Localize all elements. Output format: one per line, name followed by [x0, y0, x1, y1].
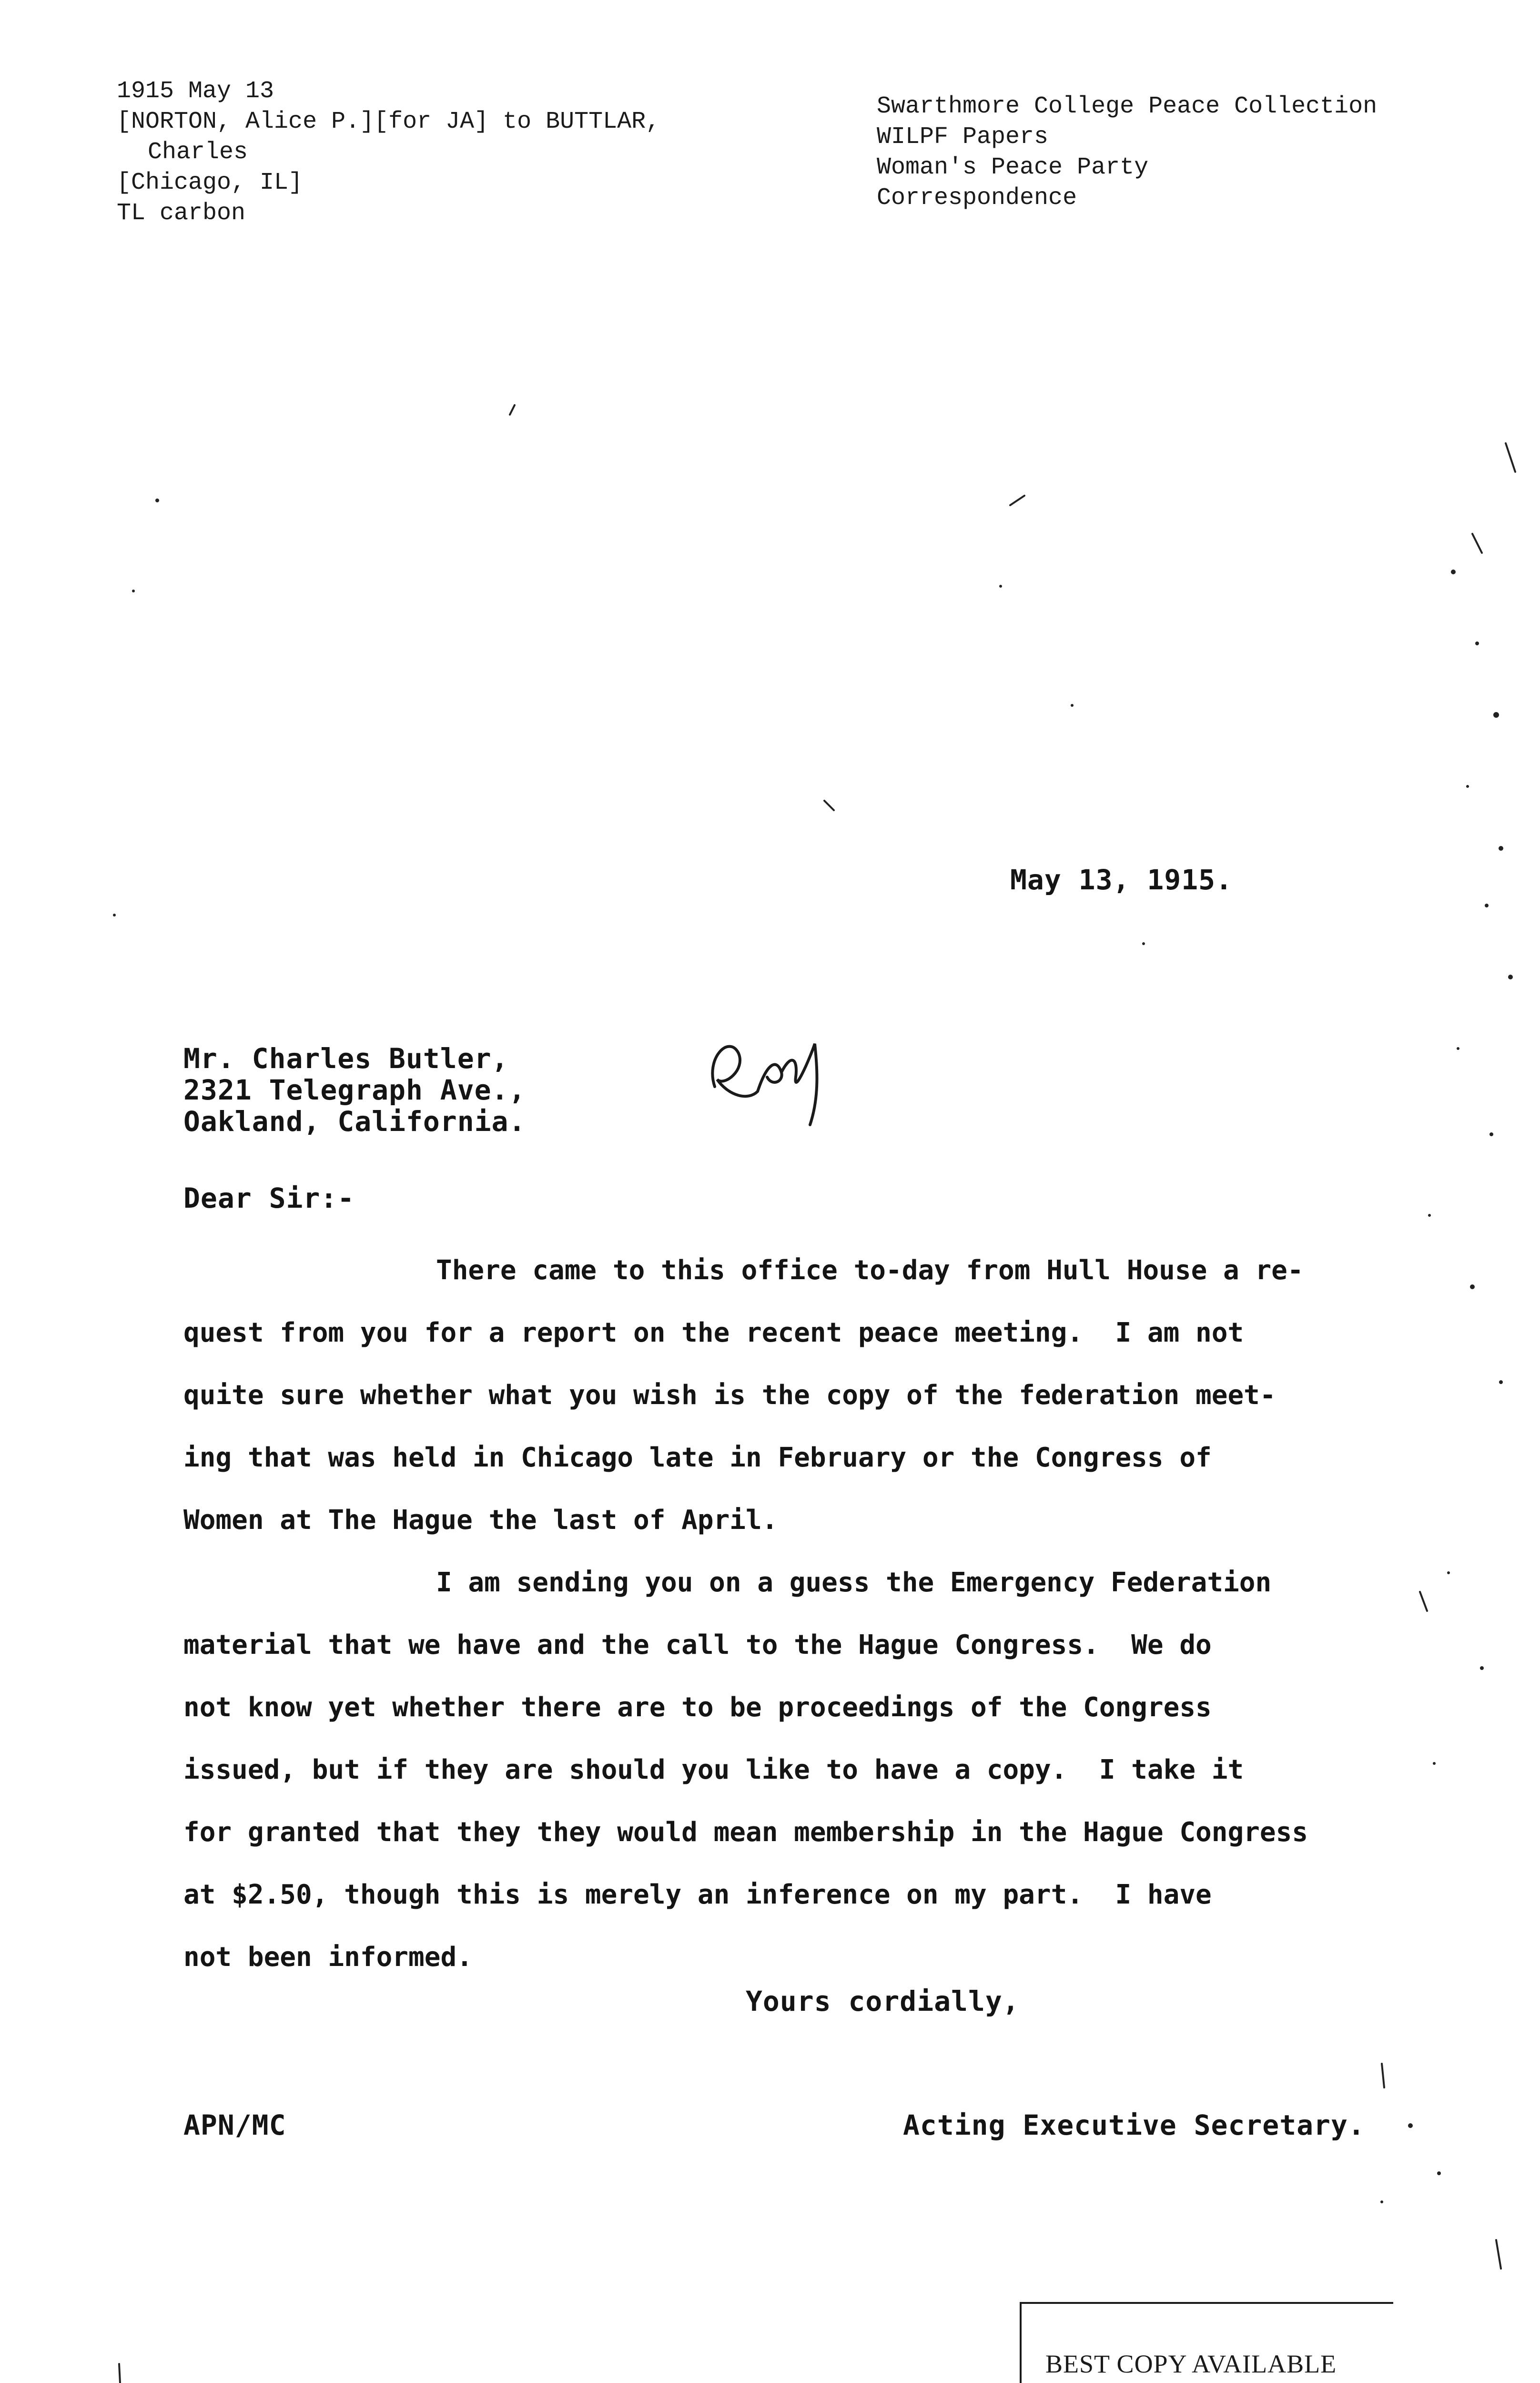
- body-line: quest from you for a report on the recent peace meeting. I am not: [183, 1317, 1244, 1348]
- collection-series: WILPF Papers: [877, 123, 1049, 151]
- catalog-place: [Chicago, IL]: [117, 169, 303, 196]
- complimentary-close: Yours cordially,: [746, 1985, 1020, 2017]
- body-line: ing that was held in Chicago late in February or the Congress of: [183, 1442, 1212, 1473]
- collection-name: Swarthmore College Peace Collection: [877, 93, 1378, 120]
- catalog-note-left: [117, 76, 660, 229]
- collection-folder: Correspondence: [877, 184, 1077, 212]
- body-line: I am sending you on a guess the Emergency Federation: [436, 1567, 1272, 1598]
- catalog-correspondents-cont: Charles: [148, 139, 248, 166]
- body-line: material that we have and the call to the Hague Congress. We do: [183, 1629, 1212, 1660]
- catalog-format: TL carbon: [117, 200, 246, 227]
- letter-body: [183, 1239, 1384, 1988]
- signature-title: Acting Executive Secretary.: [903, 2109, 1365, 2141]
- body-line: not been informed.: [183, 1942, 473, 1973]
- catalog-note-right: [877, 92, 1377, 214]
- recipient-name: Mr. Charles Butler,: [183, 1042, 509, 1075]
- salutation: Dear Sir:-: [183, 1182, 355, 1214]
- body-line: There came to this office to-day from Hull House a re-: [436, 1255, 1304, 1286]
- typist-initials: APN/MC: [183, 2109, 286, 2141]
- collection-subseries: Woman's Peace Party: [877, 154, 1149, 181]
- letter-date: May 13, 1915.: [1010, 864, 1233, 896]
- catalog-date: 1915 May 13: [117, 78, 274, 105]
- recipient-street: 2321 Telegraph Ave.,: [183, 1074, 526, 1106]
- body-line: at $2.50, though this is merely an inference on my part. I have: [183, 1879, 1212, 1910]
- recipient-address: [183, 1043, 526, 1137]
- body-line: issued, but if they are should you like to have a copy. I take it: [183, 1754, 1244, 1785]
- best-copy-stamp: [1020, 2302, 1393, 2383]
- body-line: not know yet whether there are to be proceedings of the Congress: [183, 1692, 1212, 1723]
- body-line: Women at The Hague the last of April.: [183, 1505, 778, 1536]
- catalog-correspondents: [NORTON, Alice P.][for JA] to BUTTLAR,: [117, 108, 660, 135]
- body-line: for granted that they they would mean membership in the Hague Congress: [183, 1817, 1308, 1848]
- handwritten-initials-mark: [696, 1025, 867, 1134]
- recipient-city: Oakland, California.: [183, 1105, 526, 1138]
- stamp-label: BEST COPY AVAILABLE: [1045, 2350, 1337, 2378]
- body-line: quite sure whether what you wish is the copy of the federation meet-: [183, 1380, 1276, 1411]
